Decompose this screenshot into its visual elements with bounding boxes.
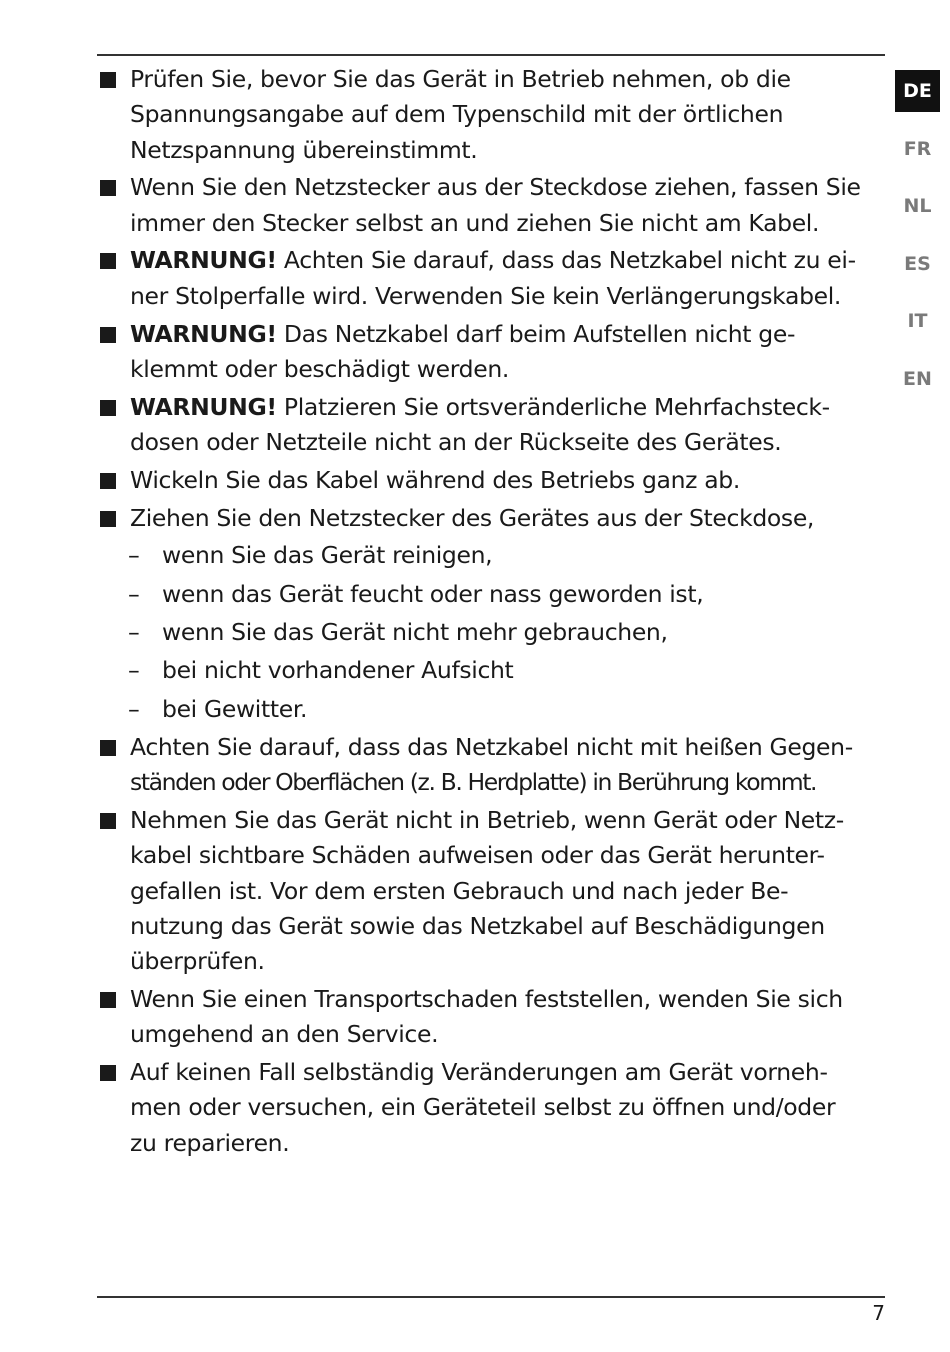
- text-line: [130, 390, 888, 425]
- language-tab-fr[interactable]: FR: [903, 137, 932, 160]
- bottom-rule: [97, 1296, 885, 1298]
- top-rule: [97, 54, 885, 56]
- warning-text: Platzieren Sie ortsveränderliche Mehrfachsteck-: [276, 392, 830, 421]
- text-line: Wickeln Sie das Kabel während des Betriebs ganz ab.: [130, 465, 740, 494]
- text-line: Prüfen Sie, bevor Sie das Gerät in Betrieb nehmen, ob die: [130, 65, 791, 93]
- sub-item-text: bei Gewitter.: [162, 694, 308, 723]
- warning-label: WARNUNG!: [130, 392, 277, 421]
- sub-list-item: [98, 577, 888, 612]
- dash-marker: –: [128, 541, 140, 570]
- square-bullet-icon: [100, 813, 116, 829]
- language-tab-es[interactable]: ES: [904, 252, 931, 275]
- warning-label: WARNUNG!: [130, 246, 277, 275]
- square-bullet-icon: [100, 253, 116, 269]
- safety-instructions: [98, 62, 888, 1163]
- text-line: Spannungsangabe auf dem Typenschild mit der örtlichen: [130, 100, 784, 129]
- text-line: Wenn Sie den Netzstecker aus der Steckdose ziehen, fassen Sie: [130, 173, 861, 202]
- sub-item-text: bei nicht vorhandener Aufsicht: [162, 656, 514, 685]
- square-bullet-icon: [100, 1065, 116, 1081]
- list-item: [98, 501, 888, 536]
- language-tab-it[interactable]: IT: [907, 310, 928, 332]
- list-item: [98, 730, 888, 801]
- dash-marker: –: [128, 694, 140, 723]
- text-line: [130, 243, 888, 278]
- dash-marker: –: [128, 579, 140, 608]
- text-line: dosen oder Netzteile nicht an der Rückseite des Gerätes.: [130, 427, 782, 456]
- text-line: Wenn Sie einen Transportschaden feststellen, wenden Sie sich: [130, 984, 843, 1013]
- dash-marker: –: [128, 656, 140, 685]
- sub-list-item: [98, 692, 888, 727]
- language-tab-de[interactable]: DE: [895, 70, 940, 112]
- text-line: überprüfen.: [130, 947, 265, 976]
- square-bullet-icon: [100, 327, 116, 343]
- sub-list-item: [98, 653, 888, 688]
- dash-marker: –: [128, 617, 140, 646]
- warning-text: Achten Sie darauf, dass das Netzkabel nicht zu ei-: [276, 246, 856, 275]
- language-tab-en[interactable]: EN: [903, 367, 932, 390]
- sub-item-text: wenn das Gerät feucht oder nass geworden ist,: [162, 579, 704, 608]
- square-bullet-icon: [100, 511, 116, 527]
- text-line: Ziehen Sie den Netzstecker des Gerätes aus der Steckdose,: [130, 503, 815, 532]
- text-line: ner Stolperfalle wird. Verwenden Sie kein Verlängerungskabel.: [130, 281, 842, 310]
- text-line: kabel sichtbare Schäden aufweisen oder das Gerät herunter-: [130, 841, 825, 870]
- warning-item: [98, 317, 888, 388]
- text-line: Achten Sie darauf, dass das Netzkabel nicht mit heißen Gegen-: [130, 732, 853, 761]
- text-line: Auf keinen Fall selbständig Veränderungen am Gerät vorneh-: [130, 1058, 828, 1087]
- list-item: [98, 803, 888, 979]
- list-item: [98, 62, 888, 168]
- warning-item: [98, 390, 888, 461]
- list-item: [98, 982, 888, 1053]
- square-bullet-icon: [100, 72, 116, 88]
- text-line: gefallen ist. Vor dem ersten Gebrauch und nach jeder Be-: [130, 876, 789, 905]
- square-bullet-icon: [100, 992, 116, 1008]
- language-tabs: [895, 70, 940, 415]
- square-bullet-icon: [100, 400, 116, 416]
- sub-list-item: [98, 615, 888, 650]
- text-line: men oder versuchen, ein Geräteteil selbst zu öffnen und/oder: [130, 1093, 836, 1122]
- sub-list-item: [98, 538, 888, 573]
- text-line: klemmt oder beschädigt werden.: [130, 354, 509, 383]
- text-line: nutzung das Gerät sowie das Netzkabel auf Beschädigungen: [130, 911, 825, 940]
- text-line: zu reparieren.: [130, 1128, 290, 1157]
- list-item: [98, 170, 888, 241]
- warning-label: WARNUNG!: [130, 319, 277, 348]
- page-number: 7: [872, 1301, 885, 1325]
- list-item: [98, 1055, 888, 1161]
- sub-item-text: wenn Sie das Gerät reinigen,: [162, 541, 493, 570]
- square-bullet-icon: [100, 473, 116, 489]
- text-line: Netzspannung übereinstimmt.: [130, 135, 478, 164]
- warning-item: [98, 243, 888, 314]
- language-tab-nl[interactable]: NL: [903, 195, 932, 217]
- square-bullet-icon: [100, 740, 116, 756]
- text-line: Nehmen Sie das Gerät nicht in Betrieb, wenn Gerät oder Netz-: [130, 805, 844, 834]
- sub-item-text: wenn Sie das Gerät nicht mehr gebrauchen,: [162, 617, 668, 646]
- square-bullet-icon: [100, 180, 116, 196]
- warning-text: Das Netzkabel darf beim Aufstellen nicht ge-: [276, 319, 796, 348]
- text-line: ständen oder Oberflächen (z. B. Herdplatte) in Berührung kommt.: [130, 768, 817, 797]
- text-line: immer den Stecker selbst an und ziehen Sie nicht am Kabel.: [130, 208, 820, 237]
- text-line: umgehend an den Service.: [130, 1020, 439, 1049]
- text-line: [130, 317, 888, 352]
- list-item: [98, 463, 888, 498]
